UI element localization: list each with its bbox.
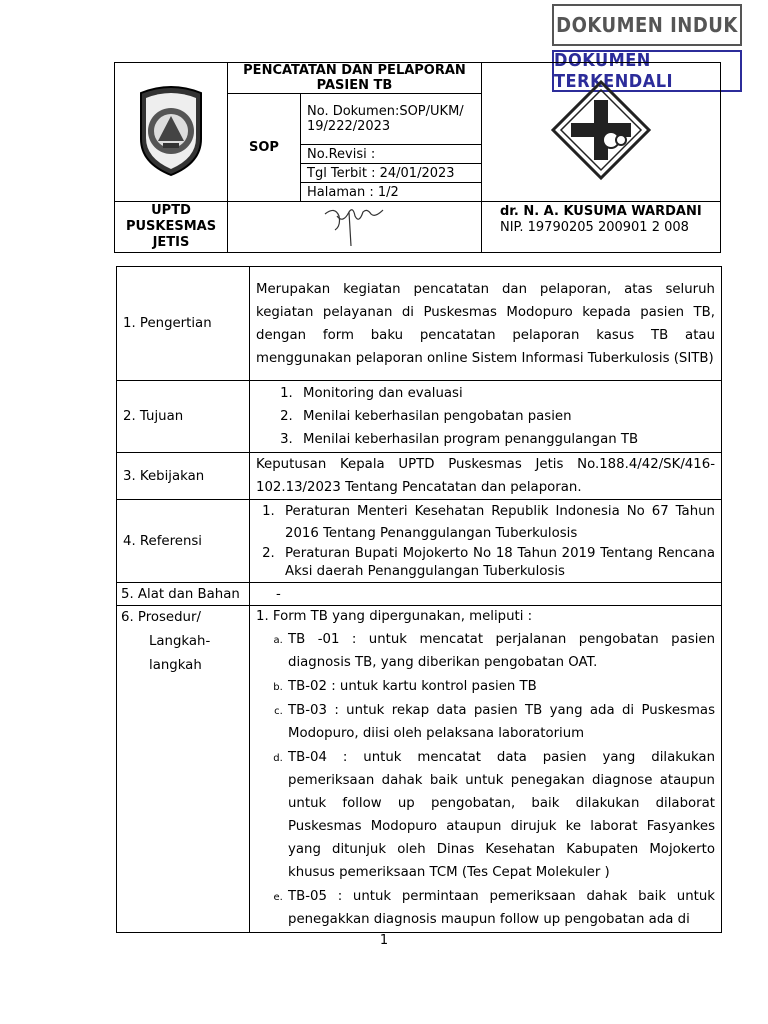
label-referensi: 4. Referensi: [117, 500, 250, 583]
row-referensi: [117, 500, 722, 583]
stamp-dokumen-terkendali: DOKUMEN TERKENDALI: [552, 50, 742, 92]
row-alat: [117, 583, 722, 606]
list-item: 2. Menilai keberhasilan pengobatan pasien: [297, 405, 720, 428]
label-pengertian: 1. Pengertian: [117, 267, 250, 381]
header-table: [114, 62, 721, 253]
label-prosedur-line: 6. Prosedur/: [121, 610, 201, 625]
organization-name: UPTD PUSKESMAS JETIS: [115, 202, 228, 253]
label-kebijakan: 3. Kebijakan: [117, 453, 250, 500]
row-kebijakan: [117, 453, 722, 500]
prosedur-intro: 1. Form TB yang dipergunakan, meliputi :: [256, 609, 533, 624]
list-item: e. TB-05 : untuk permintaan pemeriksaan dahak baik untuk penegakkan diagnosis maupun follow up pengobatan ada di: [286, 885, 715, 931]
text-prosedur: [250, 606, 722, 933]
signature-icon: [313, 202, 397, 248]
row-tujuan: [117, 381, 722, 453]
signature-cell: [228, 202, 482, 253]
logo-cell: [115, 63, 228, 202]
page-number: 1: [379, 933, 389, 948]
regency-logo-icon: [133, 83, 209, 177]
list-item: d. TB-04 : untuk mencatat data pasien yang dilakukan pemeriksaan dahak baik untuk penegakan diagnose ataupun untuk follow up pengobatan, baik dilakukan dilaborat Puskesmas Modopuro ataupun dirujuk ke laborat Fasyankes yang ditunjuk oleh Dinas Kesehatan Kabupaten Mojokerto khusus pemeriksaan TCM (Tes Cepat Molekuler ): [286, 746, 715, 884]
list-item: 3. Menilai keberhasilan program penanggulangan TB: [297, 428, 720, 451]
list-item: b. TB-02 : untuk kartu kontrol pasien TB: [286, 675, 715, 698]
row-prosedur: [117, 606, 722, 933]
page-info: Halaman : 1/2: [301, 183, 482, 202]
text-alat: -: [250, 583, 722, 606]
sop-content-table: [116, 266, 722, 933]
list-item: a. TB -01 : untuk mencatat perjalanan pengobatan pasien diagnosis TB, yang diberikan pengobatan OAT.: [286, 628, 715, 674]
list-item: 1. Monitoring dan evaluasi: [297, 382, 720, 405]
document-title: PENCATATAN DAN PELAPORAN PASIEN TB: [228, 63, 482, 94]
list-tujuan: [250, 381, 722, 453]
label-prosedur-line: langkah: [149, 658, 202, 673]
list-item: 1. Peraturan Menteri Kesehatan Republik Indonesia No 67 Tahun 2016 Tentang Penanggulangan Tuberkulosis: [279, 501, 715, 545]
doc-number: No. Dokumen:SOP/UKM/ 19/222/2023: [301, 94, 482, 145]
signer-name: dr. N. A. KUSUMA WARDANI: [500, 204, 702, 219]
list-item: c. TB-03 : untuk rekap data pasien TB yang ada di Puskesmas Modopuro, diisi oleh pelaksana laboratorium: [286, 699, 715, 745]
signer-block: [482, 202, 721, 253]
stamp-dokumen-induk: DOKUMEN INDUK: [552, 4, 742, 46]
list-item: 2. Peraturan Bupati Mojokerto No 18 Tahun 2019 Tentang Rencana Aksi daerah Penanggulangan Tuberkulosis: [279, 545, 715, 581]
sop-label: SOP: [228, 94, 301, 202]
label-prosedur: [117, 606, 250, 933]
text-kebijakan: Keputusan Kepala UPTD Puskesmas Jetis No.188.4/42/SK/416-102.13/2023 Tentang Pencatatan dan pelaporan.: [250, 453, 722, 500]
puskesmas-logo-icon: [549, 78, 653, 182]
row-pengertian: [117, 267, 722, 381]
label-prosedur-line: Langkah-: [149, 634, 211, 649]
text-pengertian: Merupakan kegiatan pencatatan dan pelaporan, atas seluruh kegiatan pelayanan di Puskesmas Modopuro kepada pasien TB, dengan form baku pencatatan pelaporan kasus TB atau menggunakan pelaporan online Sistem Informasi Tuberkulosis (SITB): [250, 267, 722, 381]
issue-date: Tgl Terbit : 24/01/2023: [301, 164, 482, 183]
revision-number: No.Revisi :: [301, 145, 482, 164]
label-alat: 5. Alat dan Bahan: [117, 583, 250, 606]
label-tujuan: 2. Tujuan: [117, 381, 250, 453]
list-referensi: [250, 500, 722, 583]
puskesmas-logo-cell: [482, 63, 721, 202]
signer-nip: NIP. 19790205 200901 2 008: [500, 220, 689, 235]
